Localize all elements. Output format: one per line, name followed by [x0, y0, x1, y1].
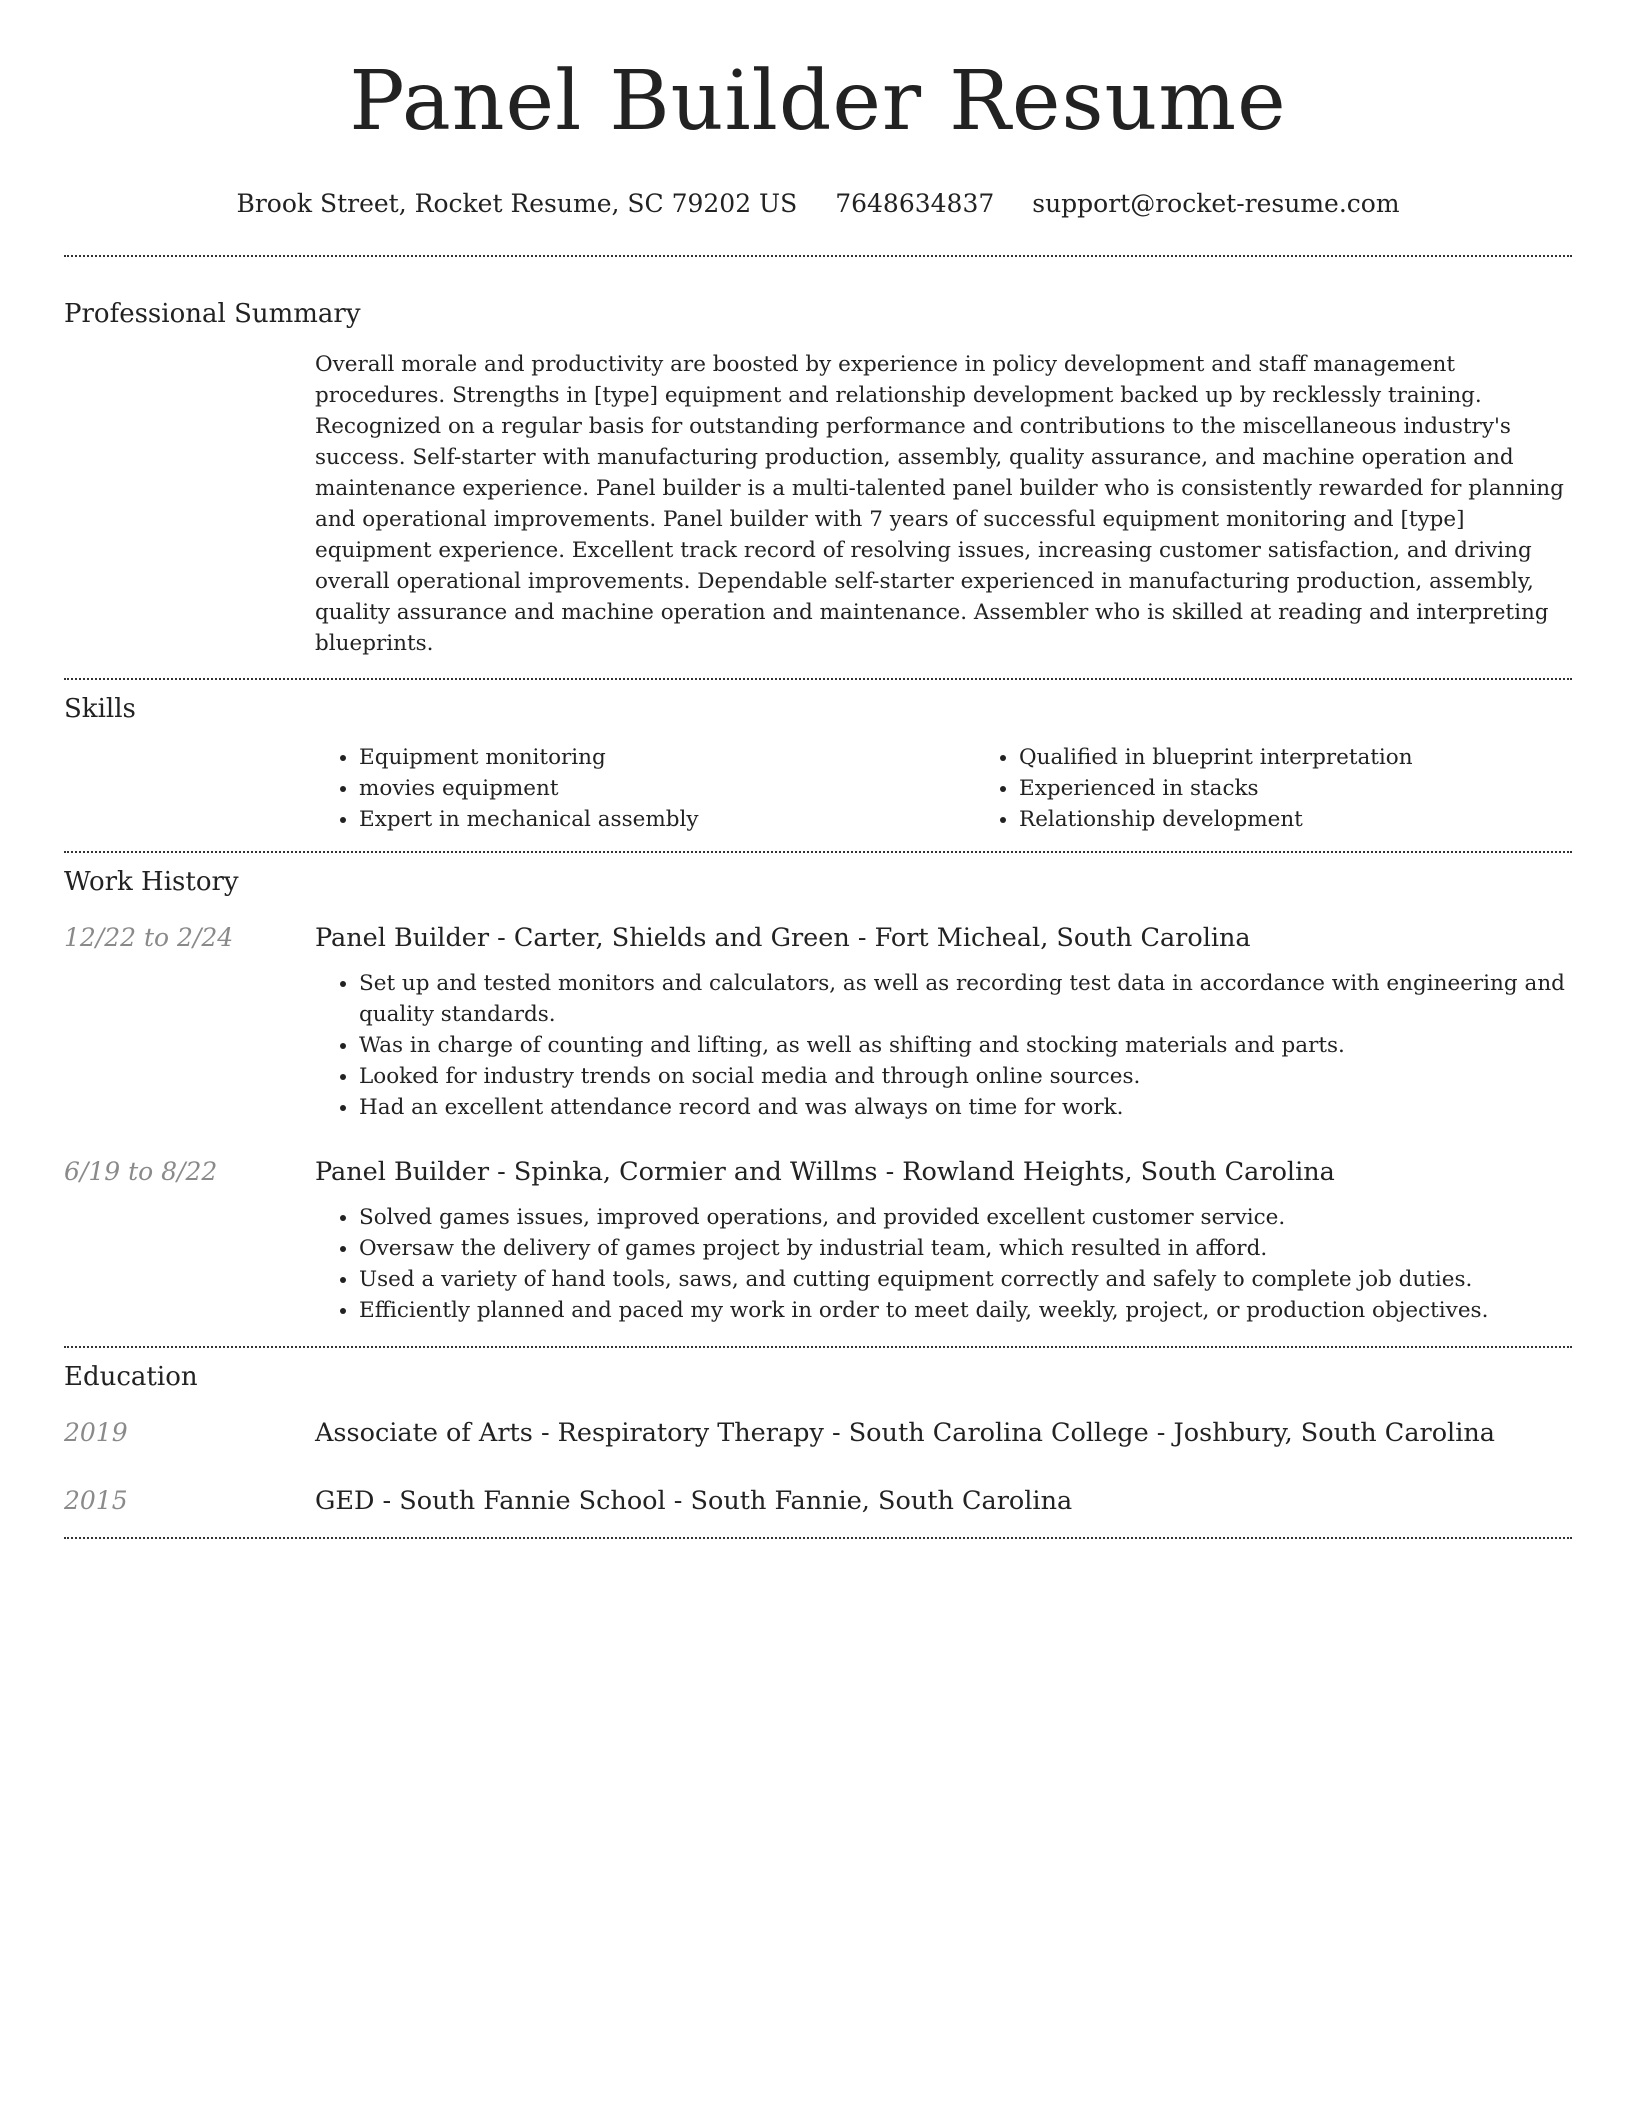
job-entry	[64, 921, 1572, 1123]
education-text: Associate of Arts - Respiratory Therapy - South Carolina College - Joshbury, South Carolina	[315, 1418, 1495, 1448]
education-year: 2019	[64, 1418, 128, 1447]
section-title-skills: Skills	[64, 694, 136, 724]
skills-row	[64, 742, 1572, 835]
skills-columns	[315, 742, 1632, 835]
skill-item: • Relationship development	[1019, 804, 1632, 835]
section-title-education: Education	[64, 1362, 198, 1392]
summary-text: Overall morale and productivity are boosted by experience in policy development and staff management procedures. Strengths in [type] equipment and relationship development backed up by recklessly training. Recognized on a regular basis for outstanding performance and contributions to the miscellaneous industry's success. Self-starter with manufacturing production, assembly, quality assurance, and machine operation and maintenance experience. Panel builder is a multi-talented panel builder who is consistently rewarded for planning and operational improvements. Panel builder with 7 years of successful equipment monitoring and [type] equipment experience. Excellent track record of resolving issues, increasing customer satisfaction, and driving overall operational improvements. Dependable self-starter experienced in manufacturing production, assembly, quality assurance and machine operation and maintenance. Assembler who is skilled at reading and interpreting blueprints.	[315, 352, 1564, 656]
contact-phone: 7648634837	[835, 189, 995, 218]
job-bullet: • Had an excellent attendance record and was always on time for work.	[359, 1092, 1572, 1123]
job-title: Panel Builder - Spinka, Cormier and Willms - Rowland Heights, South Carolina	[315, 1157, 1335, 1187]
divider	[64, 1537, 1572, 1539]
divider	[64, 851, 1572, 853]
job-details	[315, 1155, 1572, 1326]
education-entry	[64, 1416, 1572, 1450]
education-text: GED - South Fannie School - South Fannie, South Carolina	[315, 1486, 1073, 1516]
divider	[64, 678, 1572, 680]
skill-item: • Expert in mechanical assembly	[359, 804, 975, 835]
skills-list-left	[315, 742, 975, 835]
skill-item: • Qualified in blueprint interpretation	[1019, 742, 1632, 773]
job-bullet: • Was in charge of counting and lifting, as well as shifting and stocking materials and parts.	[359, 1030, 1572, 1061]
skills-left-spacer	[64, 742, 315, 835]
job-details	[315, 921, 1572, 1123]
skill-item: • Experienced in stacks	[1019, 773, 1632, 804]
contact-email: support@rocket-resume.com	[1032, 189, 1400, 218]
contact-line	[64, 188, 1572, 220]
job-bullets	[315, 1202, 1572, 1326]
job-dates: 6/19 to 8/22	[64, 1157, 218, 1186]
summary-left-spacer	[64, 349, 315, 659]
divider	[64, 1346, 1572, 1348]
job-bullet: • Set up and tested monitors and calculators, as well as recording test data in accordance with engineering and quality standards.	[359, 968, 1572, 1030]
job-bullet: • Looked for industry trends on social media and through online sources.	[359, 1061, 1572, 1092]
job-dates: 12/22 to 2/24	[64, 923, 234, 952]
skills-list-right	[975, 742, 1632, 835]
summary-row	[64, 349, 1572, 659]
job-entry	[64, 1155, 1572, 1326]
job-bullets	[315, 968, 1572, 1123]
job-title: Panel Builder - Carter, Shields and Green - Fort Micheal, South Carolina	[315, 923, 1251, 953]
skill-item: • movies equipment	[359, 773, 975, 804]
job-bullet: • Efficiently planned and paced my work in order to meet daily, weekly, project, or production objectives.	[359, 1295, 1572, 1326]
job-bullet: • Used a variety of hand tools, saws, and cutting equipment correctly and safely to complete job duties.	[359, 1264, 1572, 1295]
education-entry	[64, 1484, 1572, 1518]
section-title-work: Work History	[64, 867, 239, 897]
divider	[64, 255, 1572, 257]
section-title-summary: Professional Summary	[64, 299, 361, 329]
resume-name: Panel Builder Resume	[349, 54, 1287, 149]
job-bullet: • Solved games issues, improved operations, and provided excellent customer service.	[359, 1202, 1572, 1233]
resume-page	[64, 0, 1572, 1539]
contact-address: Brook Street, Rocket Resume, SC 79202 US	[236, 189, 798, 218]
skill-item: • Equipment monitoring	[359, 742, 975, 773]
job-bullet: • Oversaw the delivery of games project by industrial team, which resulted in afford.	[359, 1233, 1572, 1264]
education-year: 2015	[64, 1486, 128, 1515]
